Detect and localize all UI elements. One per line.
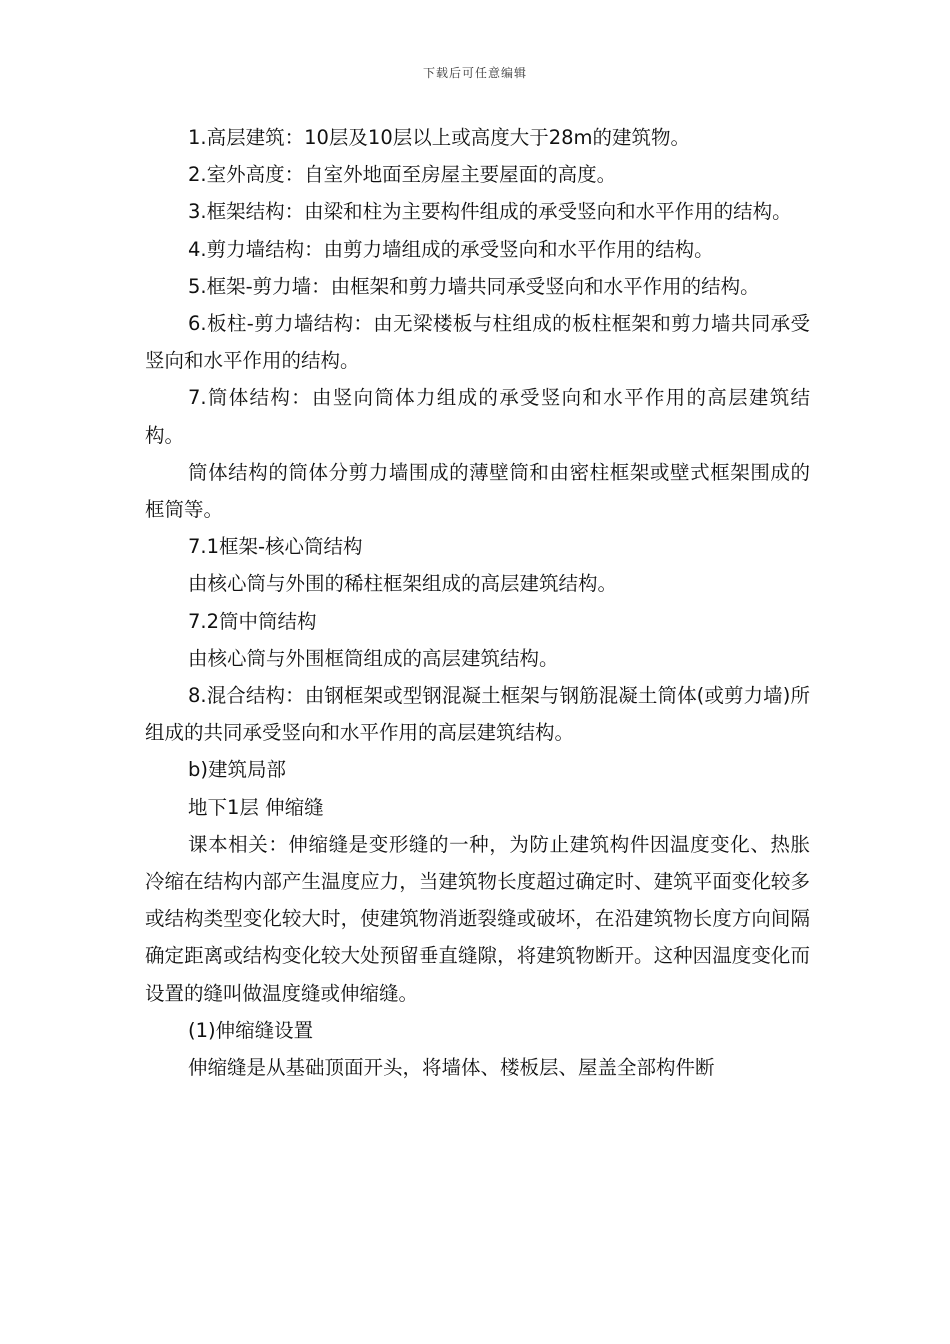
paragraph-high-rise-definition: 1.高层建筑：10层及10层以上或高度大于28m的建筑物。 xyxy=(188,126,691,149)
paragraph-frame-core-tube: 由核心筒与外围的稀柱框架组成的高层建筑结构。 xyxy=(188,572,618,596)
heading-expansion-joint-setting: (1)伸缩缝设置 xyxy=(188,1018,314,1042)
paragraph-shear-wall-structure: 4.剪力墙结构：由剪力墙组成的承受竖向和水平作用的结构。 xyxy=(188,237,714,261)
paragraph-frame-shear-wall: 5.框架-剪力墙：由框架和剪力墙共同承受竖向和水平作用的结构。 xyxy=(188,274,760,298)
heading-basement-expansion-joint: 地下1层 伸缩缝 xyxy=(188,795,324,819)
paragraph-tube-structure: 7.筒体结构：由竖向筒体力组成的承受竖向和水平作用的高层建筑结构。 xyxy=(145,386,810,447)
page-header-note: 下载后可任意编辑 xyxy=(422,66,527,80)
paragraph-expansion-joint-setting: 伸缩缝是从基础顶面开头，将墙体、楼板层、屋盖全部构件断 xyxy=(188,1056,715,1080)
paragraph-tube-in-tube: 由核心筒与外围框筒组成的高层建筑结构。 xyxy=(188,646,559,670)
heading-building-parts: b)建筑局部 xyxy=(188,758,286,782)
paragraph-frame-structure: 3.框架结构：由梁和柱为主要构件组成的承受竖向和水平作用的结构。 xyxy=(188,200,792,224)
heading-frame-core-tube: 7.1框架-核心筒结构 xyxy=(188,535,363,559)
paragraph-tube-types: 筒体结构的筒体分剪力墙围成的薄壁筒和由密柱框架或壁式框架围成的框筒等。 xyxy=(145,460,810,522)
paragraph-slab-column-shear-wall: 6.板柱-剪力墙结构：由无梁楼板与柱组成的板柱框架和剪力墙共同承受竖向和水平作用的结构。 xyxy=(145,312,810,373)
paragraph-expansion-joint-textbook: 课本相关：伸缩缝是变形缝的一种，为防止建筑构件因温度变化、热胀冷缩在结构内部产生温度应力，当建筑物长度超过确定时、建筑平面变化较多或结构类型变化较大时，使建筑物消逝裂缝或破坏，在沿建筑物长度方向间隔确定距离或结构变化较大处预留垂直缝隙，将建筑物断开。这种因温度变化而设置的缝叫做温度缝或伸缩缝。 xyxy=(145,832,810,1005)
paragraph-mixed-structure: 8.混合结构：由钢框架或型钢混凝土框架与钢筋混凝土筒体(或剪力墙)所组成的共同承受竖向和水平作用的高层建筑结构。 xyxy=(145,684,810,745)
paragraph-outdoor-height: 2.室外高度：自室外地面至房屋主要屋面的高度。 xyxy=(188,163,617,187)
heading-tube-in-tube: 7.2筒中筒结构 xyxy=(188,609,317,633)
document-body xyxy=(145,119,810,1086)
